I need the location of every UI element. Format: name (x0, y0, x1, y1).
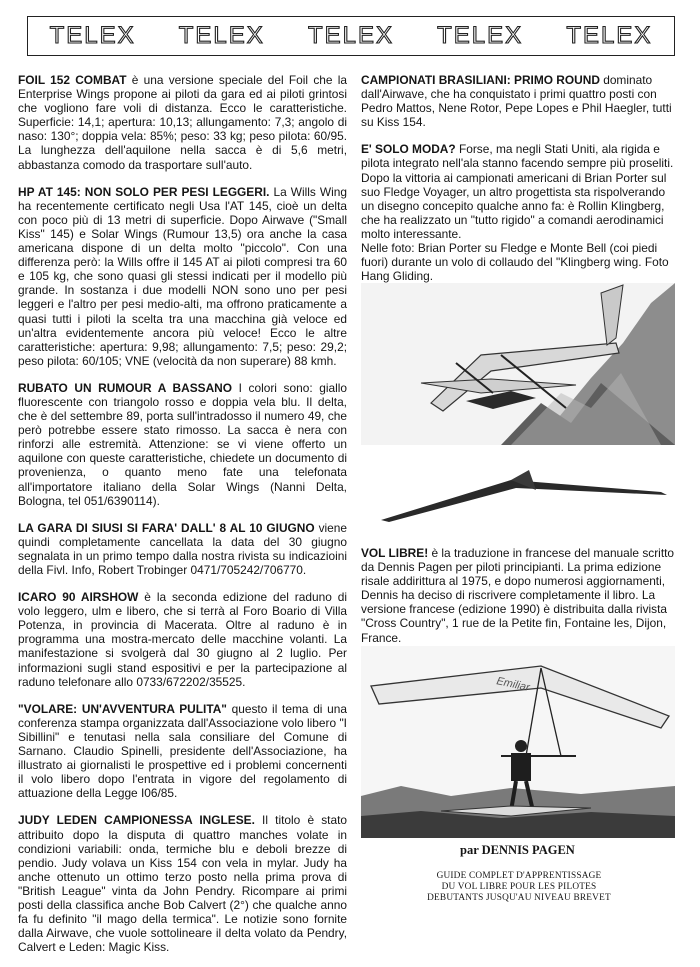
telex-header (27, 16, 675, 56)
book-subtitle-line: DU VOL LIBRE POUR LES PILOTES (441, 882, 597, 892)
hang-glider-sail (371, 666, 669, 728)
book-cover-photo (361, 646, 675, 838)
book-subtitle-line: GUIDE COMPLET D'APPRENTISSAGE (436, 871, 602, 881)
right-column-mid (361, 546, 680, 658)
article-title: RUBATO UN RUMOUR A BASSANO (18, 380, 233, 395)
pilot-head (515, 740, 527, 752)
wing-tip-shape (601, 285, 623, 345)
telex-word: TELEX (178, 22, 265, 49)
article-foil (18, 73, 347, 172)
pilot-shape (466, 391, 536, 409)
telex-word: TELEX (49, 22, 136, 49)
telex-word: TELEX (566, 22, 653, 49)
article-title: ICARO 90 AIRSHOW (18, 590, 139, 605)
article-body: è una versione speciale del Foil che la Enterprise Wings propone ai piloti da gara ed ai piloti grintosi che vogliono fare voli di distanza. Ecco le caratteristiche. Superficie: 14,1; apertura: 10,13; allungamento: 7,3; angolo di naso: 130°; doppia vela: 85%; peso: 33 kg; peso pilota: 60/95. La lunghezza dell'aquilone nella sacca è di 5,6 metri, abbastanza comodo da trasportare sull'auto. (18, 73, 348, 172)
article-title: LA GARA DI SIUSI SI FARA' DALL' 8 AL 10 GIUGNO (18, 520, 315, 535)
article-body: Il titolo è stato attribuito dopo la disputa di quattro manches volate in condizioni variabili: onda, termiche blu e deboli brezze di pendio. Judy volava un Kiss 154 con vela in mylar. Judy ha anche ottenuto un ottimo terzo posto nella prima prova di "British League" vinta da John Pendry. Ricompare ai primi posti della classifica anche Bob Calvert (2°) che qualche anno fa fu definito "il mago della termica". Le notizie sono fornite dalla Airwave, che vuole sottolineare il delta volato da Pendry, Calvert e Leden: Magic Kiss. (18, 813, 347, 955)
article-moda (361, 142, 680, 241)
article-rumour (18, 381, 347, 508)
rigid-wing-photo (361, 283, 675, 445)
book-subtitle (409, 871, 629, 904)
article-body: viene quindi completamente cancellata la data del 30 giugno segnalata in un primo tempo dalla nostra rivista su indicazioini della Fivl. Info, Robert Trobinger 0471/705242/706770. (18, 520, 347, 577)
article-body: La Wills Wing ha recentemente certificato negli Usa l'AT 145, cioè un delta con poco più di 13 metri di superficie. Dopo Airwave ("Small Kiss" 145) e Solar Wings (Rumour 13,5) ora anche la casa americana dispone di un delta molto "piccolo". Con una differenza però: la Wills offre il 145 AT ai piloti compresi tra 60 e 105 kg, che sono quasi gli stessi indicati per il modello più grande. In sostanza i due modelli NON sono uno per pesi leggeri e l'altro per pesi medio-alti, ma offrono praticamente a quasi tutti i piloti la scelta tra una macchina già veloce ed un'altra evidentemente ancora più veloce! Ecco le altre caratteristiche: apertura: 9,98; allungamento: 7,5; peso: 29,2; peso pilota: 60/105; VNE (velocità da non superare) 88 kmh. (18, 184, 347, 368)
article-volare (18, 702, 347, 801)
article-body: è la traduzione in francese del manuale scritto da Dennis Pagen per piloti principianti. La prima edizione risale addirittura al 1975, e dopo numerosi aggiornamenti, Dennis ha deciso di riscrivere completamente il libro. La versione francese (edizione 1990) è distribuita dalla rivista "Cross Country", 1 rue de la Petite fin, Fontaine les, Dijon, France. (361, 546, 675, 645)
rigid-wing-silhouette-photo (361, 462, 675, 524)
article-title: VOL LIBRE! (361, 546, 429, 560)
right-column-top (361, 73, 680, 296)
article-title: "VOLARE: UN'AVVENTURA PULITA" (18, 701, 227, 716)
article-body: dominato dall'Airwave, che ha conquistato i primi quattro posti con Pedro Mattos, Nene Rotor, Pepe Lopes e Phil Haegler, tutti su Kiss 154. (361, 73, 672, 130)
article-title: HP AT 145: NON SOLO PER PESI LEGGERI. (18, 184, 270, 199)
photo-caption: Nelle foto: Brian Porter su Fledge e Monte Bell (coi piedi fuori) durante un volo di collaudo del "Klingberg wing. Foto Hang Gliding. (361, 241, 669, 284)
sail-text: Emiliar (495, 675, 531, 694)
article-brasiliani (361, 73, 680, 129)
article-judy (18, 813, 347, 954)
article-title: FOIL 152 COMBAT (18, 73, 127, 87)
article-body: questo il tema di una conferenza stampa organizzata dall'Associazione volo libero "I Sibillini" e tenutasi nella sala consiliare del Comune di Sarnano. Claudio Spinelli, presidente dell'Associazione, ha illustrato ai giornalisti le prospettive ed i problemi concernenti il volo libero dopo l'entrata in vigore del regolamento di attuazione della Legge I06/85. (18, 701, 347, 801)
book-author: par DENNIS PAGEN (460, 843, 575, 857)
wing-silhouette (381, 480, 667, 522)
article-icaro (18, 590, 347, 689)
article-title: CAMPIONATI BRASILIANI: PRIMO ROUND (361, 73, 600, 87)
telex-word: TELEX (437, 22, 524, 49)
article-vol-libre (361, 546, 680, 645)
article-title: JUDY LEDEN CAMPIONESSA INGLESE. (18, 813, 255, 828)
article-siusi (18, 521, 347, 577)
article-hp-at (18, 185, 347, 368)
telex-word: TELEX (307, 22, 394, 49)
article-body: Forse, ma negli Stati Uniti, ala rigida e pilota integrato nell'ala stanno facendo sempre più proseliti. Dopo la vittoria ai campionati americani di Brian Porter sul suo Fledge Voyager, un altro progettista sta rispolverando un disegno concepito qualche anno fa: è Rollin Klingberg, che ha realizzato un "tutto rigido" a comandi aerodinamici molto interessante. (361, 142, 674, 241)
article-title: E' SOLO MODA? (361, 142, 456, 157)
pilot-body (511, 753, 531, 781)
article-body: è la seconda edizione del raduno di volo leggero, ulm e libero, che si terrà al Foro Boario di Villa Potenza, in provincia di Macerata. Oltre al raduno è in programma una mostra-mercato delle macchine volanti. La manifestazione si svolgerà dal 30 giugno al 2 luglio. Per informazioni sugli stand espositivi e per la partecipazione al raduno telefonare allo 0733/672202/35525. (18, 590, 347, 689)
book-subtitle-line: DEBUTANTS JUSQU'AU NIVEAU BREVET (427, 893, 611, 903)
article-body: I colori sono: giallo fluorescente con triangolo rosso e doppia vela blu. Il delta, che è del settembre 89, porta sull'intradosso il numero 49, che però potrebbe essere stato rimosso. La sacca è nera con rinforzi alle estremità. Attenzione: se vi viene offerto un aquilone con queste caratteristiche, chiedete un documento di provenienza, o quanto meno fate una telefonata all'importatore italiano della Solar Wings (Nanni Delta, Bologna, tel 051/6390114). (18, 380, 347, 508)
left-column (18, 73, 347, 967)
